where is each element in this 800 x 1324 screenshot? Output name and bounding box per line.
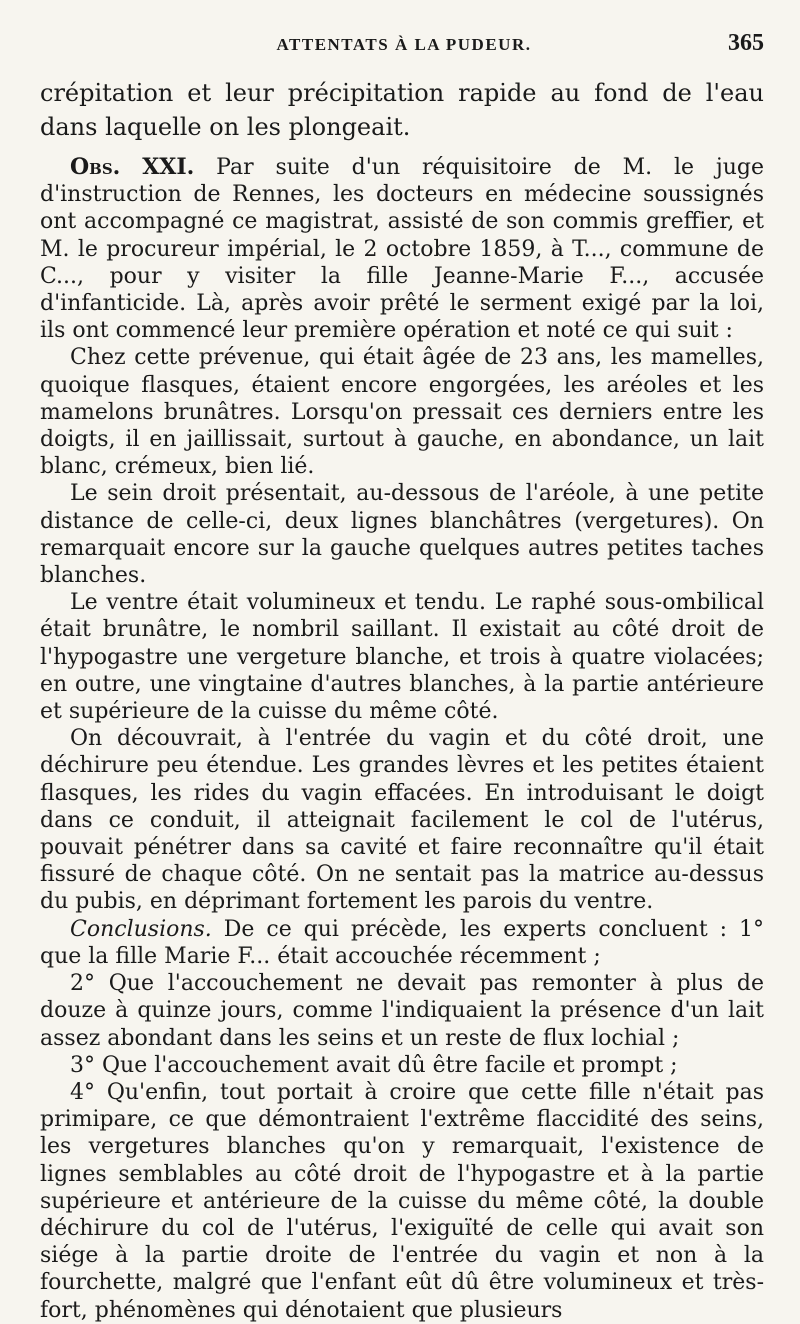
paragraph-vagina: On découvrait, à l'entrée du vagin et du côté droit, une déchirure peu étendue. Les grandes lèvres et les petites étaient flasques, les rides du vagin effacées. En introduisant le doigt dans ce conduit, il atteignait facilement le col de l'utérus, pouvait pénétrer dans sa cavité et faire reconnaître qu'il était fissuré de chaque côté. On ne sentait pas la matrice au-dessus du pubis, en déprimant fortement les parois du ventre. — [40, 726, 764, 915]
observation-text: Par suite d'un réquisitoire de M. le juge d'instruction de Rennes, les docteurs en médecine soussignés ont accompagné ce magistrat, assisté de son commis greffier, et M. le procureur impérial, le 2 octobre 1859, à T..., commune de C..., pour y visiter la fille Jeanne-Marie F..., accusée d'infanticide. Là, après avoir prêté le serment exigé par la loi, ils ont commencé leur première opération et noté ce qui suit : — [40, 155, 764, 344]
paragraph-right-breast: Le sein droit présentait, au-dessous de l'aréole, à une petite distance de celle-ci, deux lignes blanchâtres (vergetures). On remarquait encore sur la gauche quelques autres petites taches blanches. — [40, 481, 764, 589]
intro-paragraph: crépitation et leur précipitation rapide au fond de l'eau dans laquelle on les plongeait. — [40, 79, 764, 141]
conclusion-item-2: 2° Que l'accouchement ne devait pas remonter à plus de douze à quinze jours, comme l'indiquaient la présence d'un lait assez abondant dans les seins et un reste de flux lochial ; — [40, 971, 764, 1051]
page-number: 365 — [728, 30, 764, 56]
observation-label: Obs. — [70, 154, 121, 180]
paragraph-breasts: Chez cette prévenue, qui était âgée de 23 ans, les mamelles, quoique flasques, étaient encore engorgées, les aréoles et les mamelons brunâtres. Lorsqu'on pressait ces derniers entre les doigts, il en jaillissait, surtout à gauche, en abondance, un lait blanc, crémeux, bien lié. — [40, 345, 764, 480]
conclusion-item-3: 3° Que l'accouchement avait dû être facile et prompt ; — [70, 1052, 678, 1078]
paragraph-abdomen: Le ventre était volumineux et tendu. Le raphé sous-ombilical était brunâtre, le nombril saillant. Il existait au côté droit de l'hypogastre une vergeture blanche, et trois à quatre violacées; en outre, une vingtaine d'autres blanches, à la partie antérieure et supérieure de la cuisse du même côté. — [40, 590, 764, 725]
observation-number: XXI. — [142, 154, 195, 180]
body-text — [40, 76, 764, 1324]
conclusions-paragraph — [40, 916, 764, 970]
running-head — [40, 30, 764, 76]
observation-paragraph — [40, 154, 764, 344]
conclusions-label: Conclusions. — [70, 916, 212, 942]
conclusions-text: De ce qui précède, les experts concluent : 1° que la fille Marie F... était accouchée récemment ; — [40, 916, 764, 969]
running-title: ATTENTATS À LA PUDEUR. — [276, 35, 532, 54]
conclusion-item-4: 4° Qu'enfin, tout portait à croire que cette fille n'était pas primipare, ce que démontraient l'extrême flaccidité des seins, les vergetures blanches qu'on y remarquait, l'existence de lignes semblables au côté droit de l'hypogastre et à la partie supérieure et antérieure de la cuisse du même côté, la double déchirure du col de l'utérus, l'exiguïté de celle qui avait son siége à la partie droite de l'entrée du vagin et non à la fourchette, malgré que l'enfant eût dû être volumineux et très-fort, phénomènes qui dénotaient que plusieurs — [40, 1079, 764, 1323]
